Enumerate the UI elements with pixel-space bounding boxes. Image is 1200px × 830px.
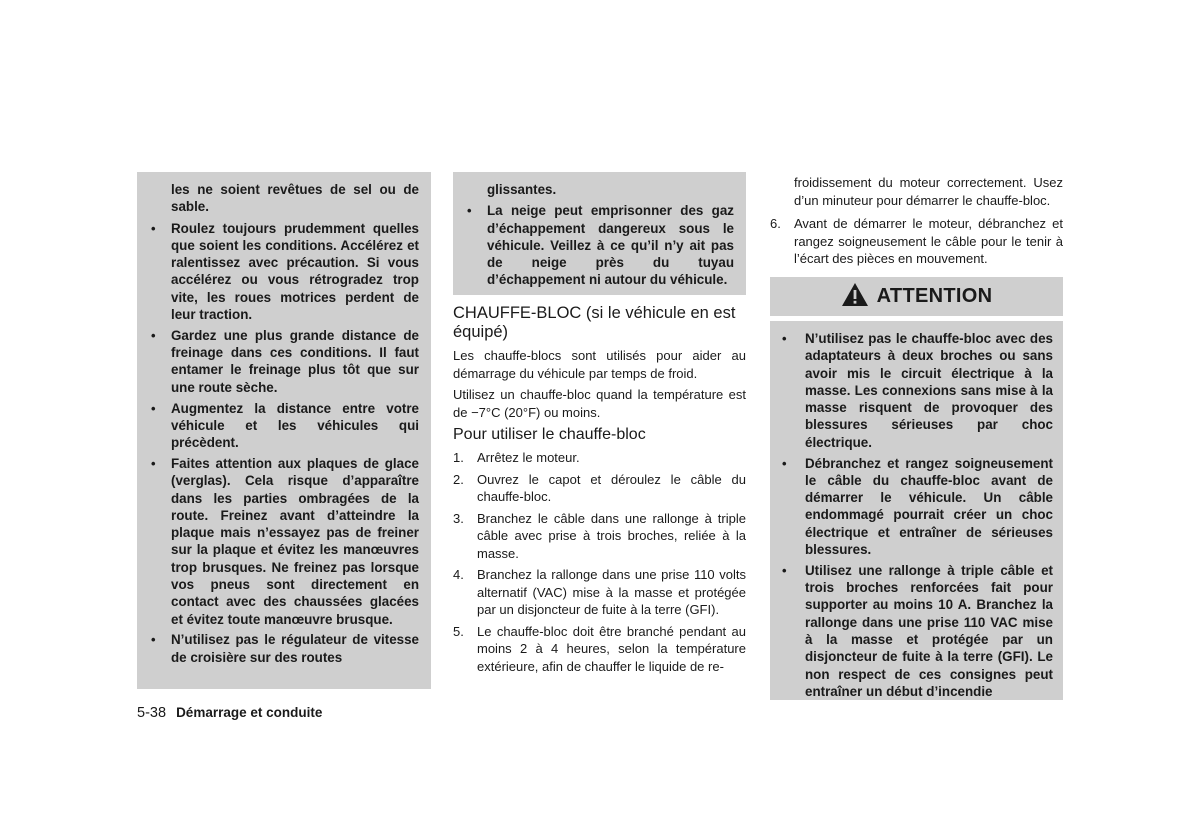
list-item-text: Augmentez la distance entre votre véhicule et les véhicules qui précèdent. <box>171 400 419 451</box>
step-item <box>453 566 746 619</box>
list-item <box>782 330 1053 451</box>
bullet-icon: • <box>782 455 787 471</box>
driving-tips-continued-list <box>467 181 734 289</box>
list-item-text: N’utilisez pas le chauffe-bloc avec des adaptateurs à deux broches ou sans avoir mis le circuit électrique à la masse. Les connexions sans mise à la masse risquent de provoquer des blessures sérieuses par choc électrique. <box>805 331 1053 450</box>
list-item-text: N’utilisez pas le régulateur de vitesse de croisière sur des routes <box>171 632 419 665</box>
list-item-text: Faites attention aux plaques de glace (verglas). Cela risque d’apparaître dans les parties ombragées de la route. Freinez avant d’atteindre la plaque mais n’essayez pas de freiner sur la plaque et évitez les manœuvres trop brusques. Ne freinez pas lorsque vos pneus sont directement en contact avec des chaussées glacées et évitez toute manœuvre brusque. <box>171 455 419 627</box>
list-item-text: glissantes. <box>487 182 557 197</box>
warning-triangle-icon <box>841 282 869 312</box>
page-number: 5-38 <box>137 705 167 721</box>
list-item <box>151 631 419 666</box>
step-text: Arrêtez le moteur. <box>477 450 580 465</box>
driving-tips-continued-panel <box>453 172 746 295</box>
list-item <box>467 202 734 288</box>
list-item <box>782 562 1053 700</box>
bullet-icon: • <box>151 327 156 343</box>
block-heater-section <box>453 304 746 679</box>
attention-list <box>782 330 1053 700</box>
list-item-text: Roulez toujours prudemment quelles que soient les conditions. Accélérez et ralentissez avec précaution. Si vous accélérez ou vous rétrogradez trop vite, les roues motrices perdent de leur traction. <box>171 220 419 323</box>
step-number: 5. <box>453 623 464 639</box>
bullet-icon: • <box>467 203 472 219</box>
bullet-icon: • <box>782 331 787 346</box>
step-number: 6. <box>770 216 781 231</box>
attention-label: ATTENTION <box>876 285 993 307</box>
steps-list-continued <box>770 174 1063 268</box>
list-item-text: les ne soient revêtues de sel ou de sable. <box>171 182 419 215</box>
list-item <box>467 181 734 198</box>
list-item <box>782 455 1053 559</box>
list-item-text: Gardez une plus grande distance de freinage dans ces conditions. Il faut entamer le freinage plus tôt que sur une route sèche. <box>171 327 419 395</box>
subsection-heading: Pour utiliser le chauffe-bloc <box>453 426 646 443</box>
step-item <box>453 449 746 467</box>
step-number: 2. <box>453 471 464 487</box>
list-item-text: Débranchez et rangez soigneusement le câble du chauffe-bloc avant de démarrer le véhicule. Un câble endommagé pourrait créer un choc électrique et entraîner de sérieuses blessures. <box>805 455 1053 558</box>
section-title: Démarrage et conduite <box>176 705 323 720</box>
list-item <box>151 400 419 452</box>
step-text: froidissement du moteur correctement. Usez d’un minuteur pour démarrer le chauffe-bloc. <box>794 175 1063 208</box>
driving-tips-list <box>151 181 419 666</box>
bullet-icon: • <box>151 455 156 471</box>
section-heading: CHAUFFE-BLOC (si le véhicule en est équipé) <box>453 304 736 341</box>
step-number: 3. <box>453 510 464 526</box>
step-item <box>453 471 746 506</box>
step-item <box>453 623 746 676</box>
step-item <box>453 510 746 563</box>
list-item <box>151 220 419 324</box>
paragraph: Utilisez un chauffe-bloc quand la température est de −7°C (20°F) ou moins. <box>453 387 746 420</box>
list-item <box>151 327 419 396</box>
step-item <box>770 174 1063 209</box>
step-number: 4. <box>453 567 464 582</box>
step-item <box>770 215 1063 268</box>
list-item <box>151 181 419 216</box>
paragraph: Les chauffe-blocs sont utilisés pour aider au démarrage du véhicule par temps de froid. <box>453 348 746 381</box>
bullet-icon: • <box>782 562 787 578</box>
attention-panel <box>770 321 1063 700</box>
step-number: 1. <box>453 450 464 465</box>
driving-tips-panel <box>137 172 431 689</box>
attention-header <box>770 277 1063 316</box>
list-item-text: La neige peut emprisonner des gaz d’échappement dangereux sous le véhicule. Veillez à ce qu’il n’y ait pas de neige près du tuyau d’échappement ni autour du véhicule. <box>487 203 734 288</box>
steps-list <box>453 449 746 675</box>
list-item <box>151 455 419 628</box>
step-text: Branchez la rallonge dans une prise 110 volts alternatif (VAC) mise à la masse et protégée par un disjoncteur de fuite à la terre (GFI). <box>477 567 746 617</box>
step-text: Branchez le câble dans une rallonge à triple câble avec prise à trois broches, reliée à la masse. <box>477 510 746 561</box>
bullet-icon: • <box>151 220 156 236</box>
steps-continued <box>770 174 1063 272</box>
step-text: Avant de démarrer le moteur, débranchez et rangez soigneusement le câble pour le tenir à l’écart des pièces en mouvement. <box>794 216 1063 266</box>
page-footer <box>137 704 322 722</box>
step-text: Ouvrez le capot et déroulez le câble du chauffe-bloc. <box>477 471 746 504</box>
step-text: Le chauffe-bloc doit être branché pendant au moins 2 à 4 heures, selon la température extérieure, afin de chauffer le liquide de re- <box>477 623 746 674</box>
bullet-icon: • <box>151 632 156 648</box>
bullet-icon: • <box>151 400 156 416</box>
list-item-text: Utilisez une rallonge à triple câble et trois broches renforcées fait pour supporter au moins 10 A. Branchez la rallonge dans une prise 110 VAC mise à la masse et protégée par un disjoncteur de fuite à la terre (GFI). Le non respect de ces consignes peut entraîner un début d’incendie <box>805 562 1053 699</box>
